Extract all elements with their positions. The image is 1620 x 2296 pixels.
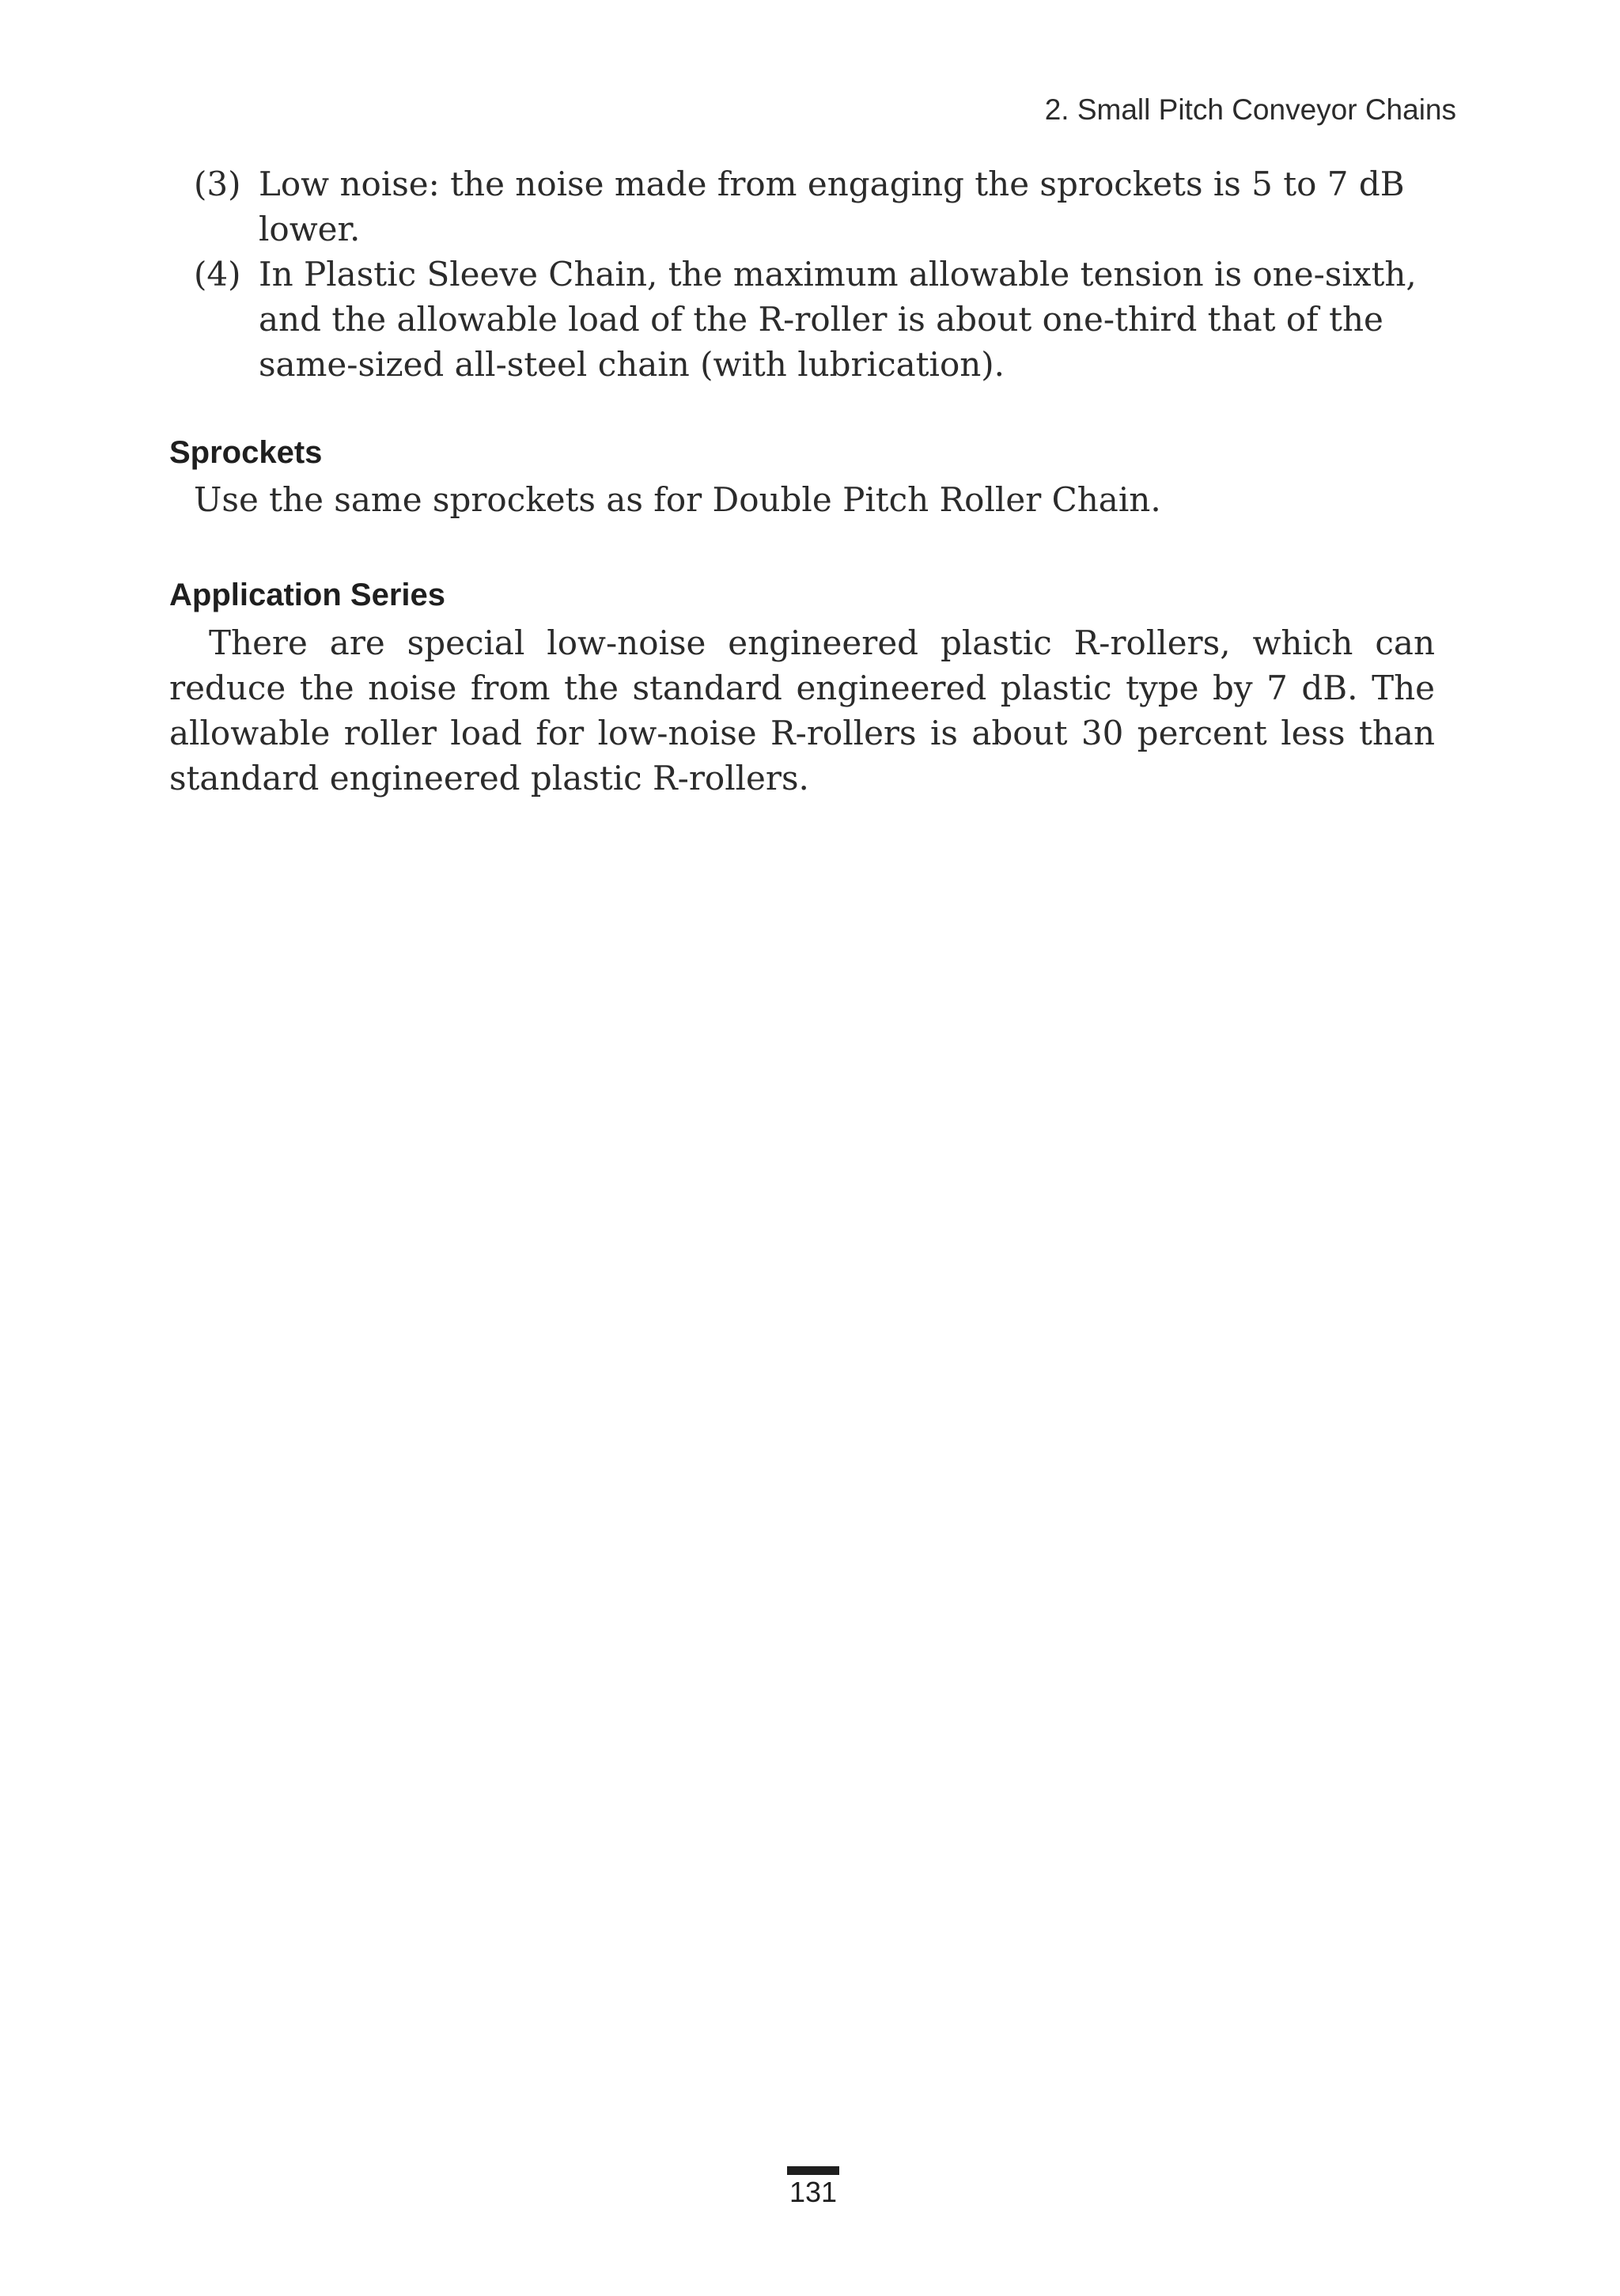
page-number-bar (787, 2166, 839, 2175)
list-item-number: (4) (194, 255, 241, 294)
application-series-paragraph: There are special low-noise engineered plastic R-rollers, which can reduce the noise from the standard engineered plastic type by 7 dB. The allowable roller load for low-noise R-rollers is about 30 percent less than standard engineered plastic R-rollers. (169, 623, 1435, 798)
list-item (194, 161, 1444, 252)
page-number: 131 (789, 2176, 838, 2208)
list-item-number: (3) (194, 165, 241, 203)
section-heading-application-series: Application Series (169, 578, 445, 612)
section-heading-sprockets: Sprockets (169, 435, 323, 470)
list-item (194, 252, 1444, 387)
numbered-list (194, 161, 1444, 387)
list-item-text: In Plastic Sleeve Chain, the maximum allowable tension is one-sixth, and the allowable load of the R-roller is about one-third that of the same-sized all-steel chain (with lubrication). (259, 255, 1417, 384)
list-item-text: Low noise: the noise made from engaging the sprockets is 5 to 7 dB lower. (259, 165, 1405, 248)
running-header: 2. Small Pitch Conveyor Chains (1044, 93, 1456, 126)
sprockets-paragraph: Use the same sprockets as for Double Pitch Roller Chain. (194, 480, 1161, 519)
